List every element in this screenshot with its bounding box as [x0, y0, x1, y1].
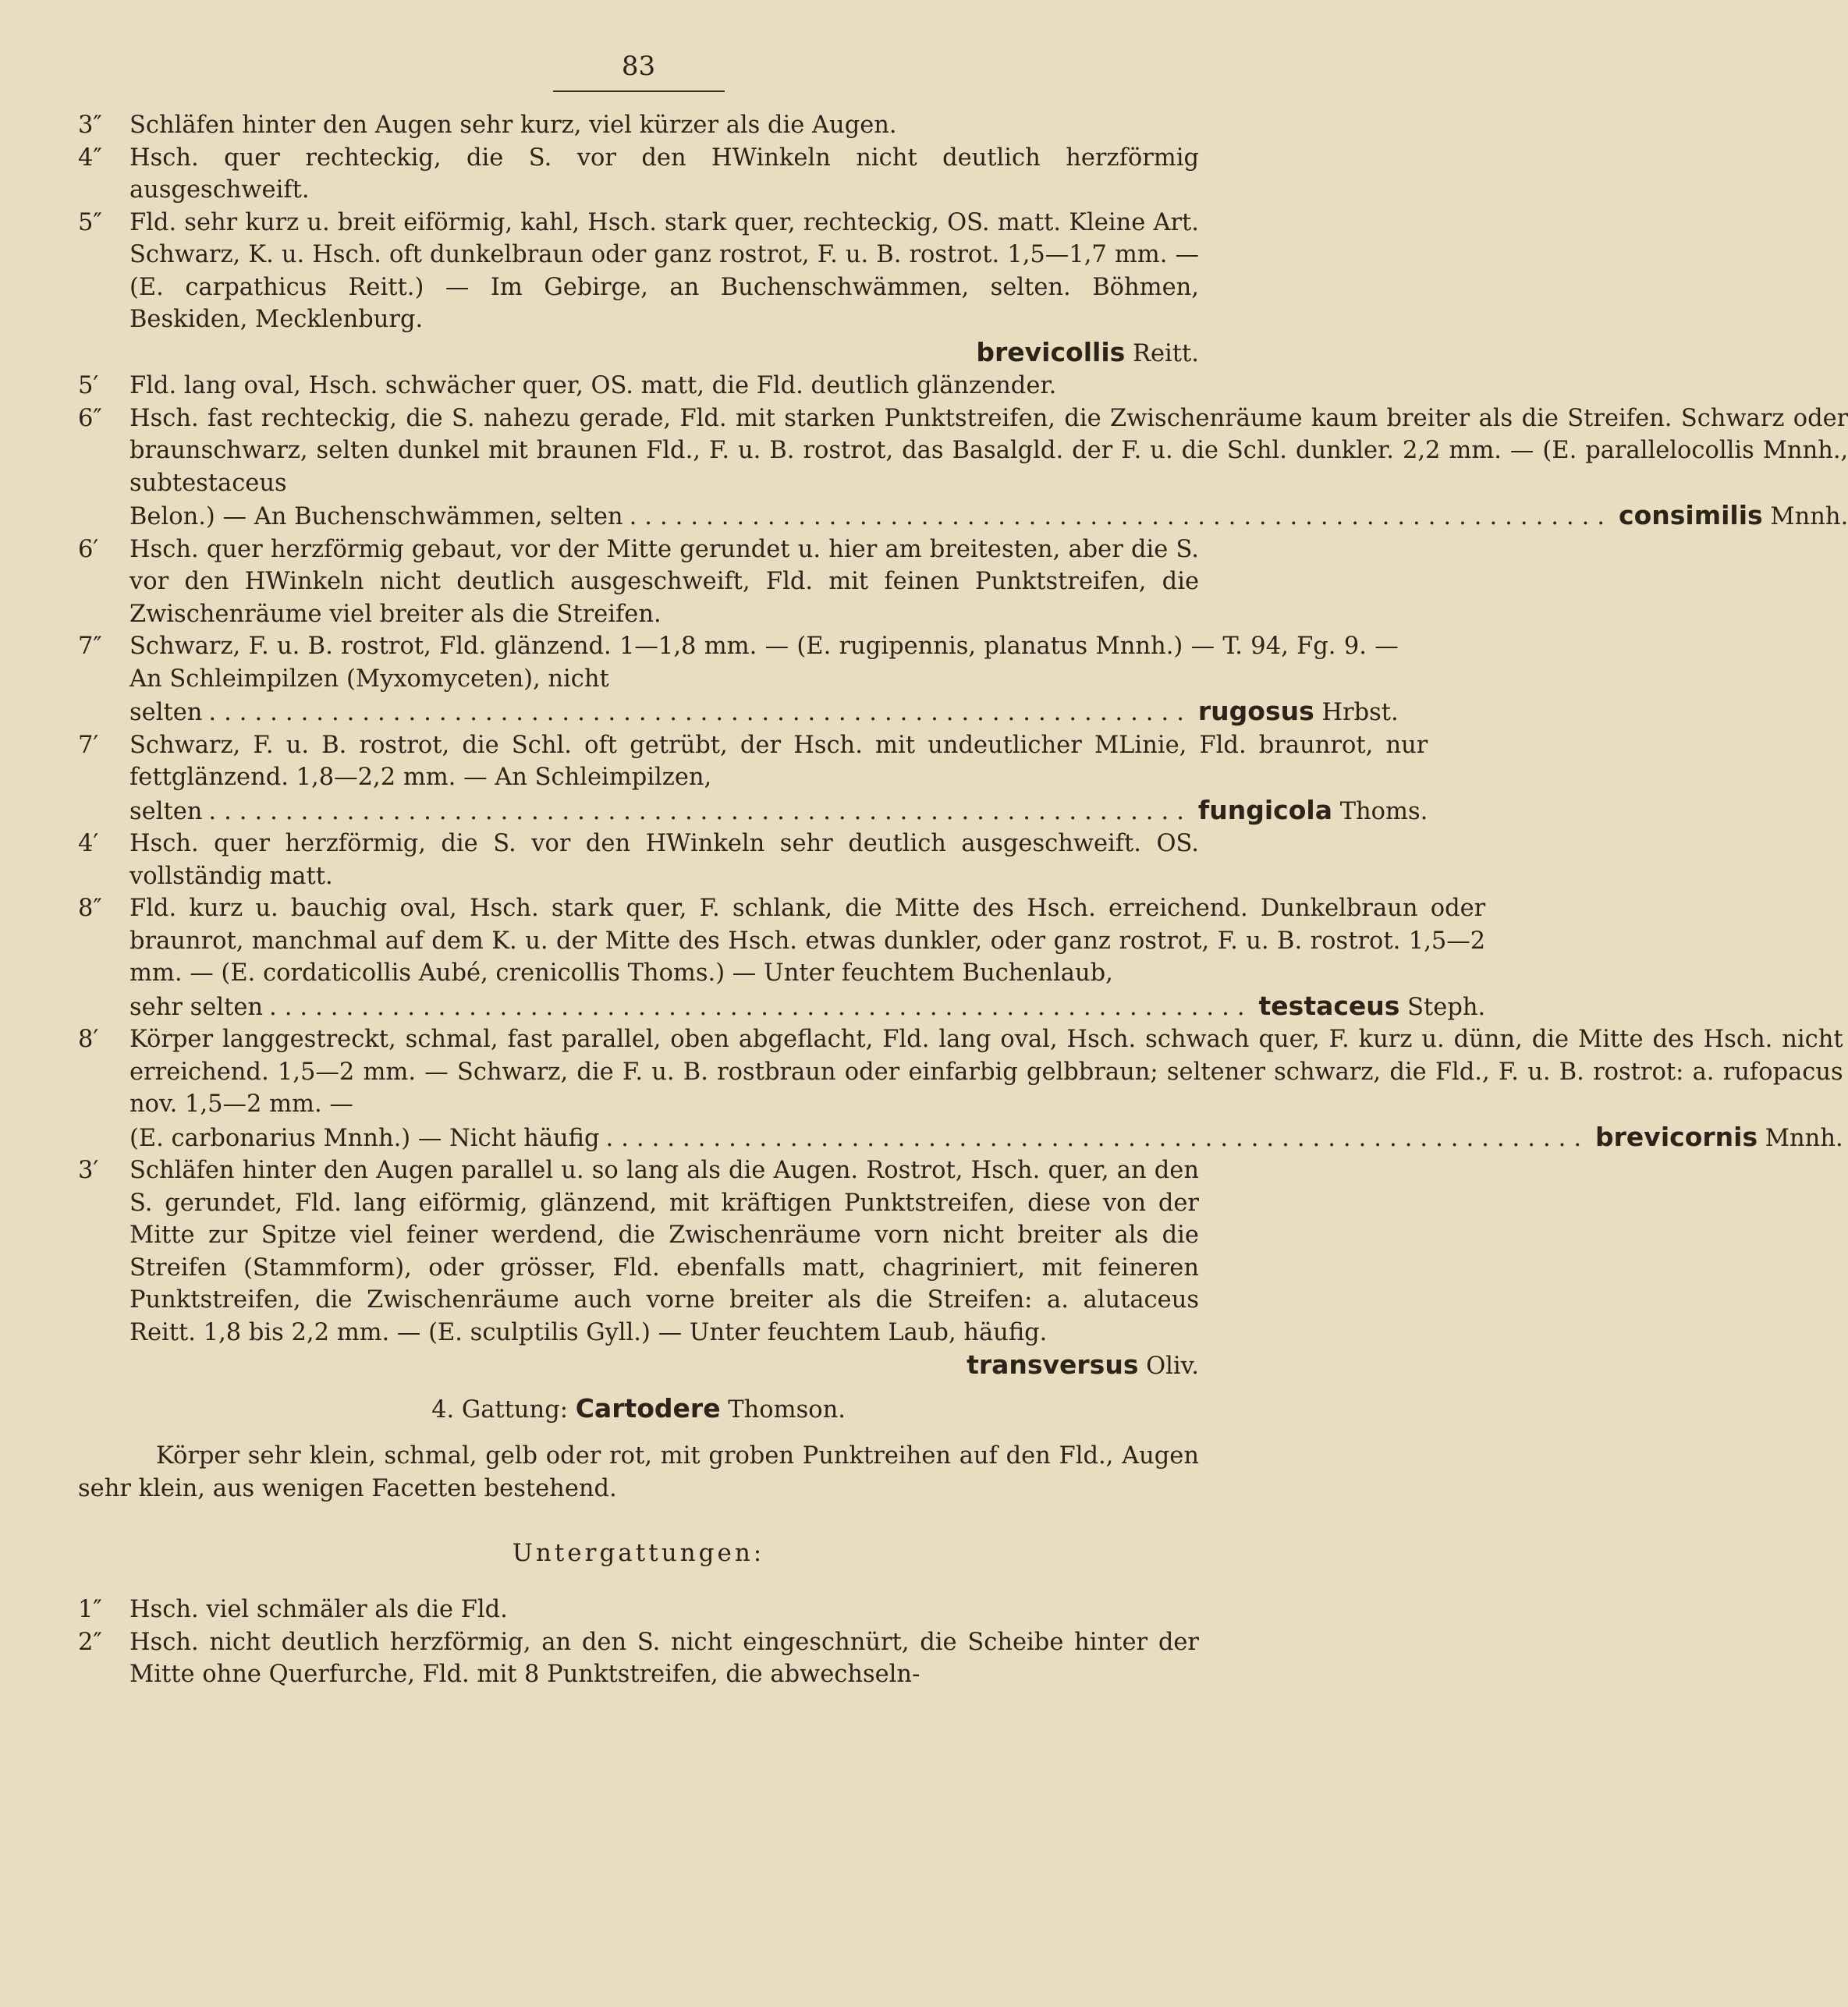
key-code: 4′ — [78, 830, 99, 857]
key-entry-5-double — [78, 207, 1199, 336]
page-number: 83 — [621, 51, 656, 82]
key-text: Schwarz, F. u. B. rostrot, die Schl. oft getrübt, der Hsch. mit undeutlicher MLinie, Fld. braunrot, nur fettglänzend. 1,8—2,2 mm. — An Schleimpilzen, — [129, 731, 1428, 791]
key-entry-4-single — [78, 828, 1199, 892]
key-code: 5′ — [78, 372, 99, 399]
taxon-line — [129, 1349, 1199, 1383]
genus-description: Körper sehr klein, schmal, gelb oder rot, mit groben Punktreihen auf den Fld., Augen sehr klein, aus wenigen Facetten bestehend. — [78, 1442, 1199, 1502]
key-entry-body — [129, 1023, 1843, 1154]
taxon-name: brevicollis — [976, 336, 1126, 367]
taxon-name: fungicola — [1197, 794, 1332, 825]
key-text: Hsch. nicht deutlich herzförmig, an den S. nicht eingeschnürt, die Scheibe hinter der Mitte ohne Querfurche, Fld. mit 8 Punktstreifen, die abwechseln- — [129, 1628, 1199, 1688]
key-entry-3-single — [78, 1154, 1199, 1349]
key-entry-6-double — [78, 402, 1848, 534]
dot-leader: ................................................................ — [605, 1124, 1590, 1152]
key-entry-5-single — [78, 370, 1199, 402]
key-text: Schläfen hinter den Augen parallel u. so lang als die Augen. Rostrot, Hsch. quer, an den S. gerundet, Fld. lang eiförmig, glänzend, mit kräftigen Punktstreifen, diese von der Mitte zur Spitze viel feiner werdend, die Zwischenräume vorn nicht breiter als die Streifen (Stammform), oder grösser, Fld. ebenfalls matt, chagriniert, mit feineren Punktstreifen, die Zwischenräume auch vorne breiter als die Streifen: a. alutaceus Reitt. 1,8 bis 2,2 mm. — (E. sculptilis Gyll.) — Unter feuchtem Laub, häufig. — [129, 1157, 1199, 1346]
taxon-with-author — [1619, 499, 1848, 534]
key-text: Hsch. viel schmäler als die Fld. — [129, 1596, 508, 1623]
key-entry-body — [129, 892, 1485, 1023]
key-code: 8′ — [78, 1026, 99, 1053]
key-text: Hsch. quer rechteckig, die S. vor den HWinkeln nicht deutlich herzförmig ausgeschweift. — [129, 144, 1199, 204]
key-code: 8″ — [78, 895, 102, 922]
genus-name: Cartodere — [575, 1392, 721, 1424]
subkey-entry-2-double — [78, 1626, 1199, 1691]
key-code: 7″ — [78, 633, 102, 660]
key-entry-body — [129, 630, 1399, 729]
key-code: 1″ — [78, 1596, 102, 1623]
leader-text: Belon.) — An Buchenschwämmen, selten — [129, 503, 623, 530]
page-number-rule — [553, 90, 725, 92]
key-code: 3″ — [78, 112, 102, 139]
leader-line — [129, 794, 1428, 828]
dot-leader: ................................................................ — [629, 503, 1613, 530]
subkey-entry-1-double — [78, 1594, 1199, 1626]
taxon-with-author — [1198, 794, 1428, 828]
determination-key — [78, 109, 1848, 1383]
dot-leader: ................................................................ — [208, 699, 1192, 726]
key-entry-7-single — [78, 729, 1428, 828]
leader-text: selten — [129, 797, 203, 825]
genus-author: Thomson. — [728, 1395, 846, 1424]
key-code: 4″ — [78, 144, 102, 172]
key-text: Körper langgestreckt, schmal, fast parallel, oben abgeflacht, Fld. lang oval, Hsch. schwach quer, F. kurz u. dünn, die Mitte des Hsch. nicht erreichend. 1,5—2 mm. — Schwarz, die F. u. B. rostbraun oder einfarbig gelbbraun; seltener schwarz, die Fld., F. u. B. rostrot: a. rufopacus nov. 1,5—2 mm. — — [129, 1026, 1843, 1118]
taxon-author: Reitt. — [1133, 339, 1199, 367]
key-entry-4-double — [78, 142, 1199, 207]
genus-prefix: 4. Gattung: — [431, 1395, 569, 1424]
key-entry-3-double — [78, 109, 1199, 142]
key-text: Hsch. quer herzförmig, die S. vor den HWinkeln sehr deutlich ausgeschweift. OS. vollständig matt. — [129, 830, 1199, 890]
taxon-with-author — [1198, 695, 1399, 729]
key-text: Fld. kurz u. bauchig oval, Hsch. stark quer, F. schlank, die Mitte des Hsch. erreichend. Dunkelbraun oder braunrot, manchmal auf dem K. u. der Mitte des Hsch. etwas dunkler, oder ganz rostrot, F. u. B. rostrot. 1,5—2 mm. — (E. cordaticollis Aubé, crenicollis Thoms.) — Unter feuchtem Buchenlaub, — [129, 895, 1486, 987]
key-text: Fld. lang oval, Hsch. schwächer quer, OS. matt, die Fld. deutlich glänzender. — [129, 372, 1057, 399]
key-text: Schwarz, F. u. B. rostrot, Fld. glänzend. 1—1,8 mm. — (E. rugipennis, planatus Mnnh.) — T. 94, Fg. 9. — An Schleimpilzen (Myxomyceten), nicht — [129, 633, 1399, 693]
leader-text: (E. carbonarius Mnnh.) — Nicht häufig — [129, 1124, 600, 1152]
genus-heading — [78, 1392, 1199, 1427]
key-entry-body — [129, 729, 1428, 828]
taxon-author: Oliv. — [1146, 1353, 1199, 1380]
taxon-name: transversus — [967, 1349, 1139, 1380]
taxon-name: rugosus — [1197, 696, 1314, 726]
key-code: 6″ — [78, 404, 102, 432]
key-code: 3′ — [78, 1157, 99, 1184]
taxon-name: testaceus — [1258, 990, 1400, 1021]
subgenera-heading: Untergattungen: — [512, 1539, 765, 1567]
key-text: Schläfen hinter den Augen sehr kurz, viel kürzer als die Augen. — [129, 112, 897, 139]
taxon-author: Steph. — [1407, 993, 1486, 1021]
key-code: 6′ — [78, 535, 99, 563]
key-entry-8-double — [78, 892, 1486, 1023]
dot-leader: ................................................................ — [208, 797, 1192, 825]
key-code: 5″ — [78, 208, 102, 236]
leader-line — [129, 499, 1848, 534]
leader-line — [129, 1121, 1843, 1155]
key-code: 7′ — [78, 731, 99, 759]
subgenera-key — [78, 1594, 1199, 1691]
taxon-author: Hrbst. — [1321, 699, 1399, 726]
leader-line — [129, 695, 1399, 729]
taxon-with-author — [1595, 1121, 1843, 1155]
key-code: 2″ — [78, 1628, 102, 1656]
taxon-line — [129, 336, 1199, 371]
leader-text: sehr selten — [129, 993, 264, 1021]
taxon-author: Mnnh. — [1765, 1124, 1843, 1152]
dot-leader: ................................................................ — [269, 993, 1253, 1021]
key-entry-8-single — [78, 1023, 1843, 1154]
taxon-author: Thoms. — [1339, 797, 1428, 825]
key-text: Fld. sehr kurz u. breit eiförmig, kahl, Hsch. stark quer, rechteckig, OS. matt. Kleine Art. Schwarz, K. u. Hsch. oft dunkelbraun oder ganz rostrot, F. u. B. rostrot. 1,5—1,7 mm. — (E. carpathicus Reitt.) — Im Gebirge, an Buchenschwämmen, selten. Böhmen, Beskiden, Mecklenburg. — [129, 208, 1199, 333]
taxon-name: brevicornis — [1595, 1121, 1758, 1152]
leader-line — [129, 990, 1485, 1024]
taxon-with-author — [1259, 990, 1486, 1024]
key-entry-body — [129, 402, 1848, 534]
key-text: Hsch. fast rechteckig, die S. nahezu gerade, Fld. mit starken Punktstreifen, die Zwischenräume kaum breiter als die Streifen. Schwarz oder braunschwarz, selten dunkel mit braunen Fld., F. u. B. rostrot, das Basalgld. der F. u. die Schl. dunkler. 2,2 mm. — (E. parallelocollis Mnnh., subtestaceus — [129, 404, 1848, 497]
key-text: Hsch. quer herzförmig gebaut, vor der Mitte gerundet u. hier am breitesten, aber die S. vor den HWinkeln nicht deutlich ausgeschweift, Fld. mit feinen Punktstreifen, die Zwischenräume viel breiter als die Streifen. — [129, 535, 1199, 628]
taxon-author: Mnnh. — [1770, 503, 1848, 530]
taxon-name: consimilis — [1619, 500, 1763, 530]
leader-text: selten — [129, 699, 203, 726]
key-entry-7-double — [78, 630, 1399, 729]
key-entry-6-single — [78, 534, 1199, 631]
